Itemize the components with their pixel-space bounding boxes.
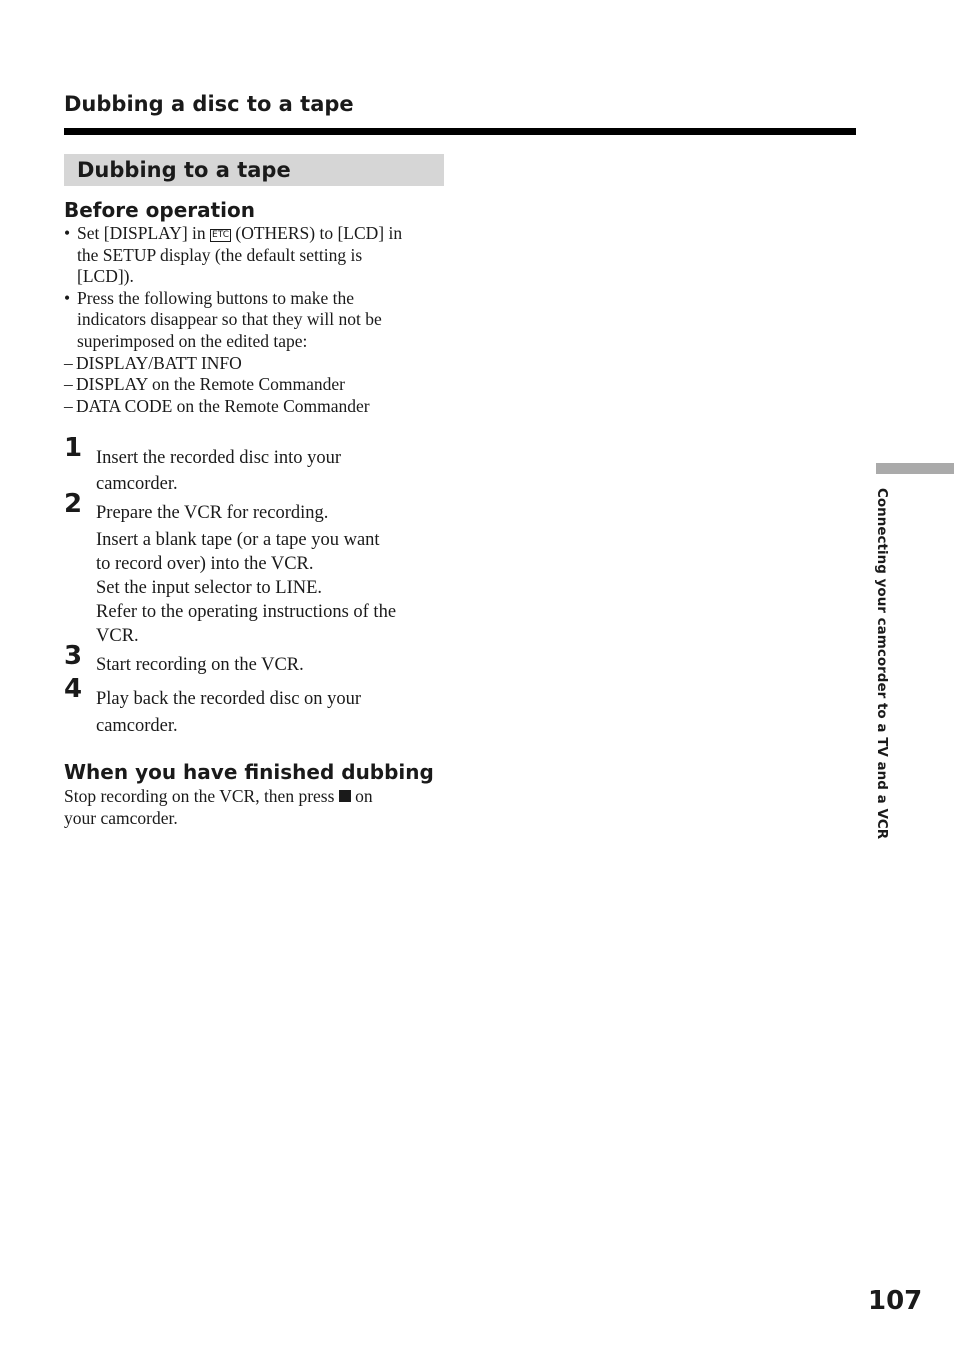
step-4 (64, 674, 449, 740)
chapter-tab-marker (876, 463, 954, 474)
bullet: • (64, 287, 71, 308)
section-title-bar (64, 154, 444, 186)
step-detail: Refer to the operating instructions of the (96, 602, 397, 622)
step-text: Play back the recorded disc on your (96, 689, 362, 709)
sub-item-text: DISPLAY on the Remote Commander (76, 374, 345, 395)
step-number: 2 (64, 489, 83, 519)
step-detail: VCR. (96, 626, 139, 646)
sub-item (64, 353, 449, 375)
step-text: Start recording on the VCR. (96, 655, 304, 675)
dash: – (64, 352, 73, 373)
sub-item-text: DATA CODE on the Remote Commander (76, 395, 370, 416)
step-number: 3 (64, 641, 83, 671)
page-heading: Dubbing a disc to a tape (64, 92, 354, 116)
finished-text: on (355, 786, 373, 806)
item-text: Press the following buttons to make the (77, 287, 355, 308)
item-text: indicators disappear so that they will not be (77, 309, 382, 330)
page-number: 107 (868, 1286, 923, 1316)
before-operation-list (64, 223, 449, 417)
step-2 (64, 489, 449, 648)
stop-icon (339, 790, 351, 802)
finished-dubbing-text (64, 786, 449, 829)
step-detail: Set the input selector to LINE. (96, 578, 323, 598)
before-operation-item (64, 288, 449, 353)
item-text: (OTHERS) to [LCD] in (235, 223, 403, 243)
before-operation-heading: Before operation (64, 198, 256, 222)
step-text: Prepare the VCR for recording. (96, 503, 329, 523)
sub-item-list (64, 353, 449, 418)
item-text: the SETUP display (the default setting is (77, 244, 363, 265)
step-3 (64, 641, 449, 677)
chapter-side-label: Connecting your camcorder to a TV and a VCR (874, 488, 890, 840)
bullet: • (64, 223, 71, 243)
sub-item-text: DISPLAY/BATT INFO (76, 352, 242, 373)
finished-text: your camcorder. (64, 807, 178, 828)
step-text: camcorder. (96, 716, 178, 736)
step-detail: to record over) into the VCR. (96, 554, 314, 574)
step-text: camcorder. (96, 474, 178, 494)
item-text: superimposed on the edited tape: (77, 330, 308, 351)
step-number: 4 (64, 674, 83, 704)
step-number: 1 (64, 433, 83, 463)
sub-item (64, 396, 449, 418)
heading-rule (64, 128, 856, 135)
sub-item (64, 374, 449, 396)
section-title: Dubbing to a tape (77, 158, 291, 182)
before-operation-item (64, 223, 449, 288)
step-1 (64, 433, 449, 497)
finished-dubbing-heading: When you have finished dubbing (64, 760, 434, 784)
step-text: Insert the recorded disc into your (96, 448, 342, 468)
dash: – (64, 374, 73, 395)
etc-menu-icon: ETC (212, 230, 229, 240)
step-detail: Insert a blank tape (or a tape you want (96, 530, 380, 550)
dash: – (64, 395, 73, 416)
item-text: Set [DISPLAY] in (77, 223, 206, 243)
finished-text: Stop recording on the VCR, then press (64, 786, 335, 806)
item-text: [LCD]). (77, 266, 134, 287)
